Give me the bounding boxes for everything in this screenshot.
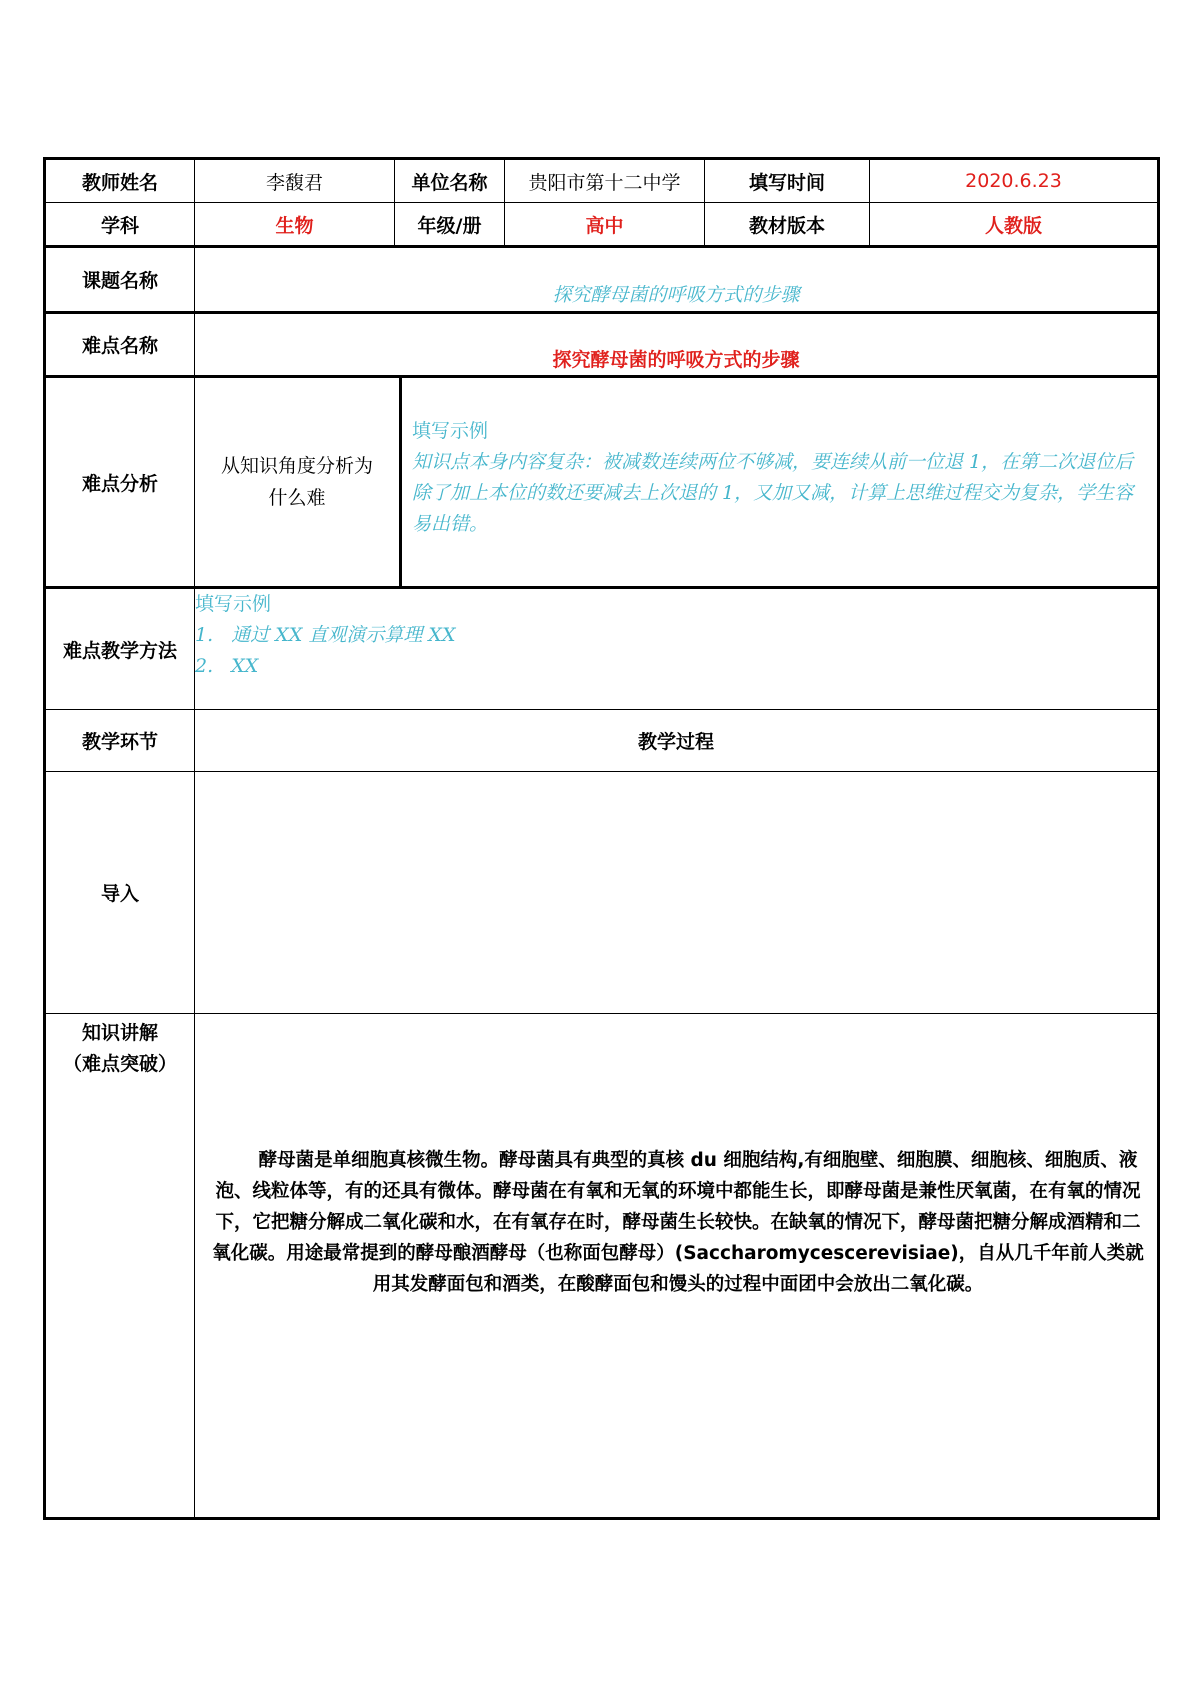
analysis-cell — [195, 377, 1159, 588]
unit-name-value: 贵阳市第十二中学 — [505, 159, 705, 203]
teacher-name-value: 李馥君 — [195, 159, 395, 203]
knowledge-paragraph: 酵母菌是单细胞真核微生物。酵母菌具有典型的真核 du 细胞结构,有细胞壁、细胞膜、细胞核、细胞质、液泡、线粒体等，有的还具有微体。酵母菌在有氧和无氧的环境中都能生长，即酵母菌是兼性厌氧菌，在有氧的情况下，它把糖分解成二氧化碳和水，在有氧存在时，酵母菌生长较快。在缺氧的情况下，酵母菌把糖分解成酒精和二氧化碳。用途最常提到的酵母酿酒酵母（也称面包酵母）(Saccharomycescerevisiae)，自从几千年前人类就用其发酵面包和酒类，在酸酵面包和馒头的过程中面团中会放出二氧化碳。 — [212, 1150, 1144, 1295]
difficulty-value: 探究酵母菌的呼吸方式的步骤 — [552, 349, 800, 371]
analysis-sub-label: 从知识角度分析为什么难 — [195, 378, 402, 586]
knowledge-content-cell — [195, 1014, 1159, 1519]
analysis-example-text: 知识点本身内容复杂：被减数连续两位不够减，要连续从前一位退 1，在第二次退位后除了加上本位的数还要减去上次退的 1，又加又减，计算上思维过程交为复杂，学生容易出错。 — [412, 451, 1134, 535]
lesson-plan-table — [43, 157, 1160, 1520]
difficulty-label: 难点名称 — [45, 313, 195, 377]
knowledge-label: 知识讲解 — [81, 1022, 158, 1044]
intro-label: 导入 — [45, 772, 195, 1014]
subject-label: 学科 — [45, 203, 195, 247]
analysis-example-title: 填写示例 — [412, 420, 489, 442]
fill-date-value: 2020.6.23 — [870, 159, 1159, 203]
grade-value: 高中 — [505, 203, 705, 247]
method-label: 难点教学方法 — [45, 588, 195, 710]
topic-value: 探究酵母菌的呼吸方式的步骤 — [552, 284, 800, 306]
unit-name-label: 单位名称 — [395, 159, 505, 203]
difficulty-cell — [195, 313, 1159, 377]
edition-value: 人教版 — [870, 203, 1159, 247]
edition-label: 教材版本 — [705, 203, 870, 247]
fill-date-label: 填写时间 — [705, 159, 870, 203]
method-item-1: 1. 通过 XX 直观演示算理 XX — [195, 624, 456, 646]
method-cell — [195, 588, 1159, 710]
method-example-title: 填写示例 — [195, 593, 272, 615]
knowledge-label-cell — [45, 1014, 195, 1519]
topic-label: 课题名称 — [45, 247, 195, 313]
analysis-example — [402, 378, 1157, 586]
process-label: 教学环节 — [45, 710, 195, 772]
process-value: 教学过程 — [195, 710, 1159, 772]
intro-content — [195, 772, 1159, 1014]
grade-label: 年级/册 — [395, 203, 505, 247]
teacher-name-label: 教师姓名 — [45, 159, 195, 203]
knowledge-sub-label: （难点突破） — [62, 1053, 177, 1075]
analysis-label: 难点分析 — [45, 377, 195, 588]
subject-value: 生物 — [195, 203, 395, 247]
method-item-2: 2. XX — [195, 655, 259, 677]
topic-cell — [195, 247, 1159, 313]
